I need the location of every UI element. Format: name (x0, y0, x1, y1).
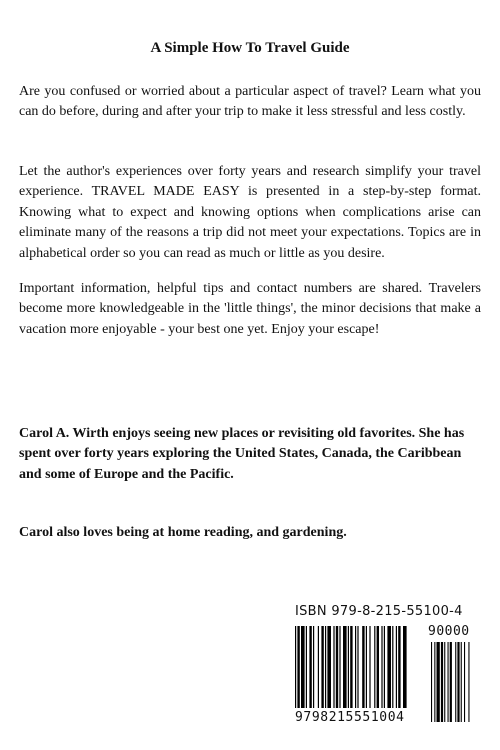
barcode-bar (343, 626, 347, 708)
barcode-bar (348, 626, 349, 708)
barcode-bar (295, 626, 296, 708)
barcode-bar (403, 626, 407, 708)
barcode-bar (384, 626, 385, 708)
barcode-bar (392, 626, 393, 708)
barcode-addon-bar (434, 642, 435, 722)
barcode-addon-bar (431, 642, 432, 722)
barcode-bar (366, 626, 367, 708)
author-bio-paragraph-1: Carol A. Wirth enjoys seeing new places or revisiting old favorites. She has spent over forty years exploring the United States, Canada, the Caribbean and some of Europe and the Pacific. (19, 426, 465, 482)
barcode-bar (301, 626, 305, 708)
barcode-bar (369, 626, 370, 708)
barcode-bar (325, 626, 326, 708)
barcode-bar (374, 626, 375, 708)
barcode-addon-bar (461, 642, 462, 722)
barcode-bar (355, 626, 356, 708)
barcode-addon-bar (468, 642, 469, 722)
barcode-bar (387, 626, 391, 708)
barcode-bar (297, 626, 299, 708)
ean-number: 9798215551004 (295, 710, 405, 725)
barcode-addon-bar (450, 642, 452, 722)
barcode-bar (350, 626, 352, 708)
barcode-bar (318, 626, 319, 708)
book-subtitle: A Simple How To Travel Guide (150, 40, 350, 56)
barcode-addon-bar (441, 642, 443, 722)
description-paragraph-1: Are you confused or worried about a particular aspect of travel? Learn what you can do before, during and after your trip to make it less stressful and less costly. (19, 84, 481, 120)
author-bio-paragraph-2: Carol also loves being at home reading, and gardening. (19, 525, 347, 540)
barcode-bar (381, 626, 382, 708)
barcode-bar (327, 626, 331, 708)
barcode-addon-bar (444, 642, 445, 722)
barcode-bar (357, 626, 358, 708)
isbn-barcode (285, 598, 481, 732)
barcode-bar (398, 626, 400, 708)
barcode-addon-bar (437, 642, 440, 722)
barcode-addon-bar (448, 642, 449, 722)
barcode-bar (377, 626, 379, 708)
barcode-addon-bar (457, 642, 459, 722)
barcode-addon-bar (464, 642, 465, 722)
barcode-bar (339, 626, 340, 708)
barcode-bar (336, 626, 338, 708)
barcode-bar (396, 626, 397, 708)
barcode-bar (321, 626, 323, 708)
barcode-bar (313, 626, 314, 708)
barcode-bar (309, 626, 311, 708)
barcode-bar (333, 626, 334, 708)
barcode-bar (362, 626, 364, 708)
isbn-label: ISBN 979-8-215-55100-4 (295, 604, 463, 619)
barcode-addon-bar (455, 642, 456, 722)
description-paragraph-2: Let the author's experiences over forty years and research simplify your travel experience. TRAVEL MADE EASY is presented in a step-by-step format. Knowing what to expect and knowing options when complications arise can eliminate many of the reasons a trip did not meet your expectations. Topics are in alphabetical order so you can read as much or little as you desire. (19, 164, 481, 261)
barcode-bar (306, 626, 307, 708)
description-paragraph-3: Important information, helpful tips and contact numbers are shared. Travelers become more knowledgeable in the 'little things', the minor decisions that make a vacation more enjoyable - your best one yet. Enjoy your escape! (19, 281, 481, 337)
price-addon-code: 90000 (428, 624, 470, 639)
